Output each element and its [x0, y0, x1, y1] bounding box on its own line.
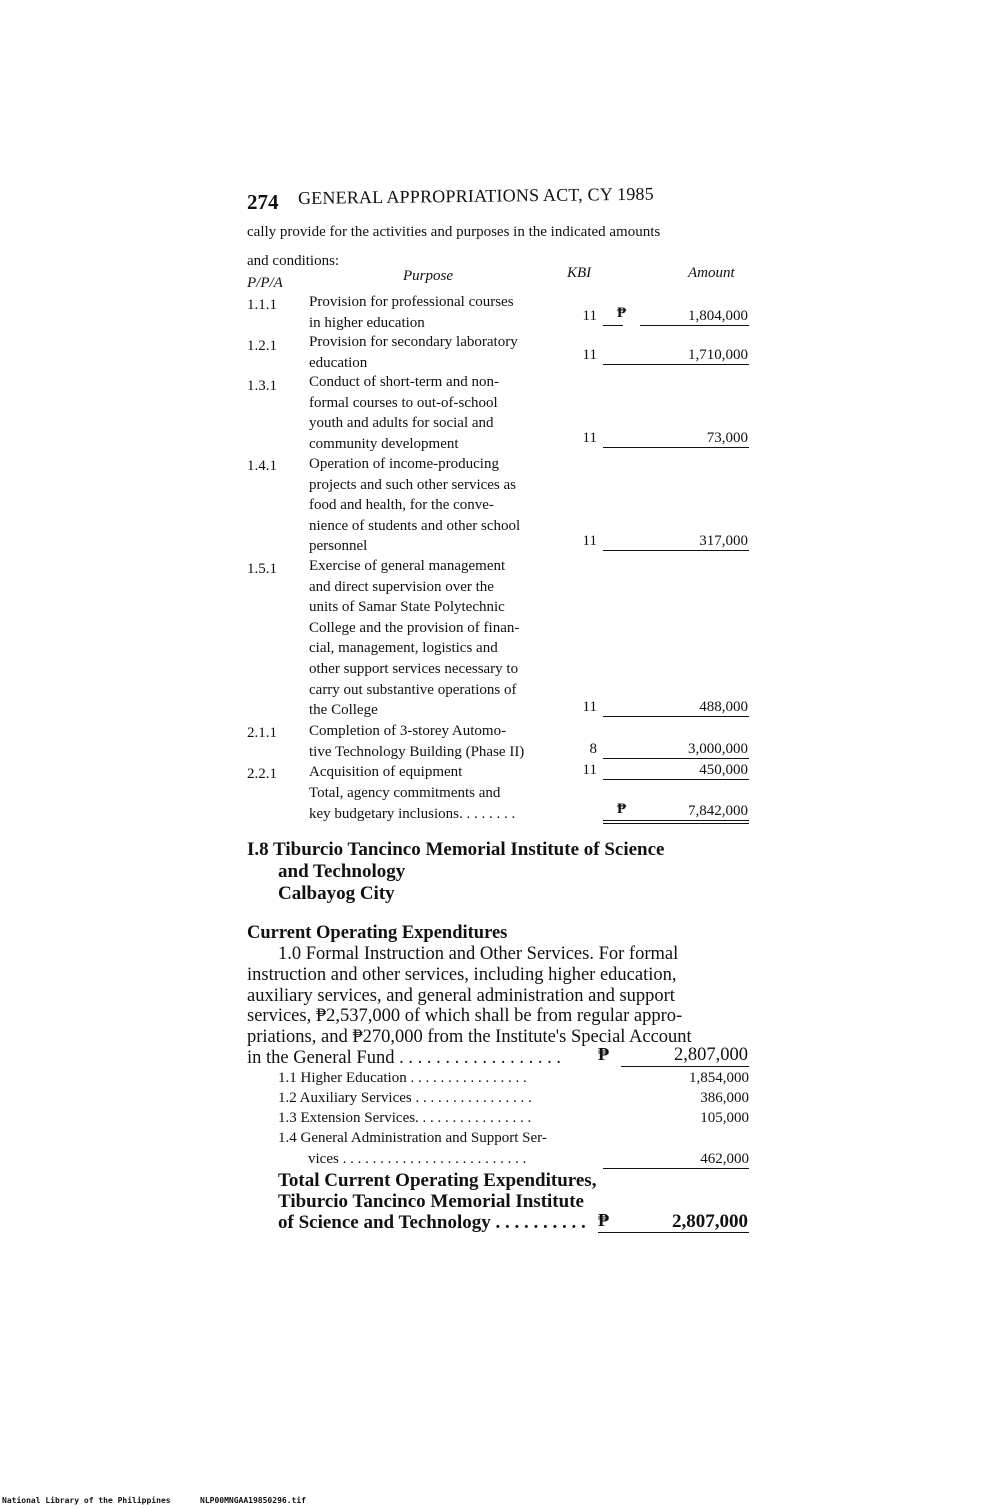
section-heading-line-1: I.8 Tiburcio Tancinco Memorial Institute of Science [247, 839, 665, 860]
row-purpose: Conduct of short-term and non- formal courses to out-of-school youth and adults for social and community development [309, 374, 499, 452]
row-purpose: Provision for secondary laboratory education [309, 334, 518, 371]
paragraph-amount: 2,807,000 [674, 1045, 748, 1065]
row-amount: 1,710,000 [688, 347, 748, 363]
appropriation-paragraph: 1.0 Formal Instruction and Other Services. For formal instruction and other services, including higher education, auxiliary services, and general administration and support services, ₱2,537,000 of which shall be from regular appro- priations, and ₱270,000 from the Institute's Special Account in the General Fund . . . . . . . . . . . . . . . . . . [247, 944, 692, 1068]
row-amount: 3,000,000 [688, 741, 748, 757]
row-amount: 1,804,000 [688, 308, 748, 324]
row-kbi: 11 [582, 533, 597, 549]
row-kbi: 11 [582, 308, 597, 324]
row-amount: 488,000 [699, 699, 748, 715]
row-code: 1.5.1 [247, 561, 277, 577]
row-amount: 73,000 [706, 430, 748, 446]
row-kbi: 11 [582, 699, 597, 715]
row-code: 1.3.1 [247, 378, 277, 394]
row-code: 2.1.1 [247, 725, 277, 741]
row-purpose: Operation of income-producing projects and such other services as food and health, for the conve- nience of students and other school personnel [309, 456, 521, 555]
row-purpose: Completion of 3-storey Automo- tive Technology Building (Phase II) [309, 723, 525, 760]
row-purpose: Acquisition of equipment [309, 764, 463, 780]
subtotal-underline [603, 1168, 749, 1169]
row-code: 2.2.1 [247, 766, 277, 782]
sub-item-amount: 105,000 [700, 1110, 749, 1126]
section-subheading: Current Operating Expenditures [247, 923, 508, 943]
leader-line [603, 716, 749, 717]
row-code: 1.4.1 [247, 458, 277, 474]
total-amount: 7,842,000 [688, 803, 748, 819]
intro-line-2: and conditions: [247, 253, 340, 269]
peso-sign: ₱ [617, 305, 627, 321]
row-code: 1.2.1 [247, 338, 277, 354]
column-header-kbi: KBI [567, 265, 592, 281]
double-underline [603, 820, 749, 824]
leader-line [603, 325, 623, 326]
peso-sign: ₱ [598, 1210, 609, 1230]
total-underline [598, 1232, 749, 1233]
footer-file-id: NLP00MNGAA19850296.tif [200, 1496, 306, 1505]
row-purpose: Exercise of general management and direct supervision over the units of Samar State Polytechnic College and the provision of finan- cial, management, logistics and other support services necessary to carry out substantive operations of the College [309, 558, 520, 719]
row-kbi: 11 [582, 347, 597, 363]
leader-line [603, 758, 749, 759]
leader-line [603, 550, 749, 551]
sub-item-amount: 462,000 [700, 1151, 749, 1167]
column-header-ppa: P/P/A [247, 275, 283, 291]
sub-item-label: vices . . . . . . . . . . . . . . . . . . . . . . . . . [308, 1151, 527, 1167]
row-kbi: 11 [582, 762, 597, 778]
page-title: GENERAL APPROPRIATIONS ACT, CY 1985 [297, 183, 654, 208]
row-kbi: 8 [589, 741, 597, 757]
total-label: Total, agency commitments and key budgetary inclusions. . . . . . . . [309, 785, 516, 822]
column-header-amount: Amount [688, 265, 735, 281]
leader-line [603, 447, 749, 448]
peso-sign: ₱ [617, 801, 627, 817]
row-amount: 450,000 [699, 762, 748, 778]
section-total-label: Total Current Operating Expenditures, Tiburcio Tancinco Memorial Institute of Science and Technology . . . . . . . . . . [278, 1170, 597, 1233]
sub-item-label: 1.4 General Administration and Support Ser- [278, 1130, 547, 1146]
row-amount: 317,000 [699, 533, 748, 549]
page-number: 274 [247, 190, 279, 214]
peso-sign: ₱ [598, 1044, 609, 1064]
sub-item-label: 1.2 Auxiliary Services . . . . . . . . . . . . . . . . [278, 1090, 532, 1106]
leader-line [603, 364, 749, 365]
sub-item-amount: 1,854,000 [689, 1070, 749, 1086]
column-header-purpose: Purpose [403, 268, 453, 284]
row-code: 1.1.1 [247, 297, 277, 313]
intro-line-1: cally provide for the activities and purposes in the indicated amounts [247, 224, 661, 240]
amount-underline [621, 1066, 749, 1067]
row-kbi: 11 [582, 430, 597, 446]
row-purpose: Provision for professional courses in higher education [309, 294, 514, 331]
amount-underline [640, 325, 749, 326]
section-heading-line-3: Calbayog City [278, 883, 395, 904]
footer-library: National Library of the Philippines [2, 1496, 171, 1505]
section-total-amount: 2,807,000 [672, 1211, 748, 1232]
sub-item-amount: 386,000 [700, 1090, 749, 1106]
sub-item-label: 1.1 Higher Education . . . . . . . . . . . . . . . . [278, 1070, 527, 1086]
section-heading-line-2: and Technology [278, 861, 406, 882]
leader-line [603, 779, 749, 780]
sub-item-label: 1.3 Extension Services. . . . . . . . . . . . . . . . [278, 1110, 532, 1126]
